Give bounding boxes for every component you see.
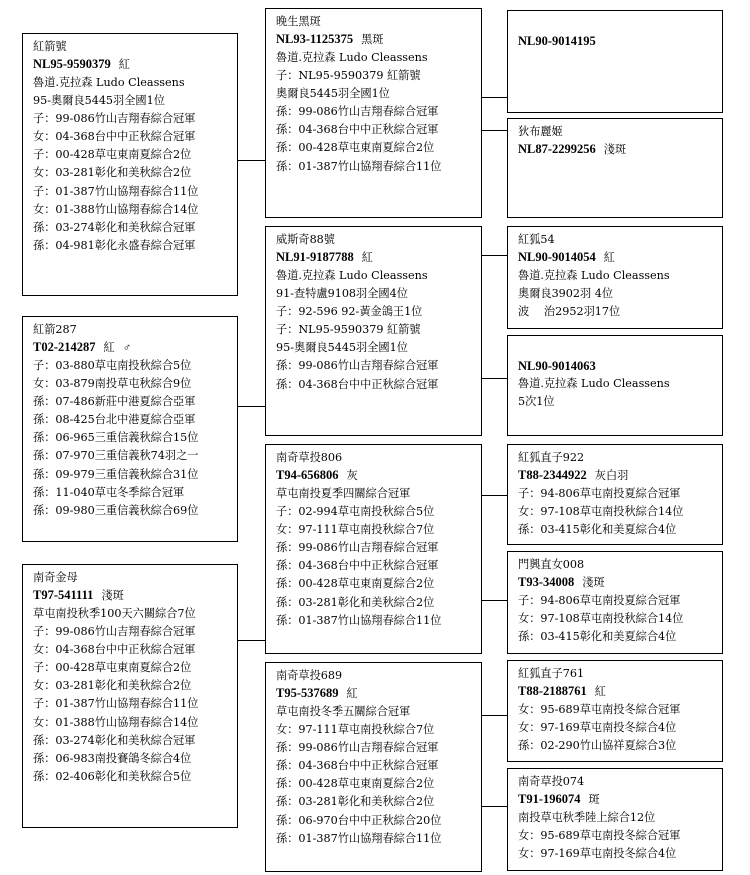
record-line: 91-查特盧9108羽全國4位: [276, 287, 408, 301]
record-line: 女：95-689草屯南投冬綜合冠軍: [518, 703, 681, 716]
record-line: 女：97-111草屯南投秋綜合7位: [276, 723, 435, 737]
record-line: 魯道.克拉森 Ludo Cleassens: [276, 51, 428, 64]
ring-row: [518, 683, 716, 701]
pigeon-card-gp2: [507, 118, 723, 218]
pigeon-name: 紅箭287: [33, 323, 77, 336]
pigeon-card-parent3: [265, 444, 482, 654]
pigeon-card-gp7: [507, 660, 723, 762]
record-line: 子：NL95-9590379 紅箭號: [276, 323, 421, 337]
record-line: 孫：03-415彰化和美夏綜合4位: [518, 630, 677, 644]
ring-row: [518, 249, 716, 267]
record-line: 子：00-428草屯東南夏綜合2位: [33, 148, 192, 162]
male-sex-icon: ♂: [122, 342, 132, 354]
record-line: 孫：00-428草屯東南夏綜合2位: [276, 577, 435, 591]
record-line: 孫：99-086竹山吉翔春綜合冠軍: [276, 541, 439, 555]
record-line: 子：01-387竹山協翔春綜合11位: [33, 184, 199, 198]
record-line: 女：01-388竹山協翔春綜合14位: [33, 715, 199, 729]
record-line: 草屯南投秋季100天六關綜合7位: [33, 607, 196, 620]
record-line: 孫：06-983南投賽鴿冬綜合4位: [33, 751, 192, 765]
ring-row: [518, 467, 716, 485]
record-line: 女：04-368台中中正秋綜合冠軍: [33, 643, 196, 657]
ring-row: [518, 791, 716, 809]
record-line: 95-奧爾良5445羽全國1位: [33, 94, 165, 108]
ring-row: [33, 339, 231, 357]
pigeon-card-subject1: [22, 33, 238, 296]
connector-line: [481, 255, 507, 256]
record-line: 孫：02-406彰化和美秋綜合5位: [33, 769, 192, 783]
record-line: 魯道.克拉森 Ludo Cleassens: [518, 269, 670, 282]
record-line: 孫：99-086竹山吉翔春綜合冠軍: [276, 105, 439, 119]
connector-line: [481, 806, 507, 807]
feather-color: 斑: [588, 794, 600, 806]
record-line: 魯道.克拉森 Ludo Cleassens: [518, 377, 670, 390]
record-line: 子：94-806草屯南投夏綜合冠軍: [518, 594, 681, 607]
record-line: 孫：08-425台北中港夏綜合亞軍: [33, 413, 196, 427]
record-line: 魯道.克拉森 Ludo Cleassens: [33, 76, 185, 89]
record-line: 女：97-111草屯南投秋綜合7位: [276, 523, 435, 537]
record-line: 子：94-806草屯南投夏綜合冠軍: [518, 487, 681, 500]
ring-number: NL90-9014195: [518, 34, 596, 48]
pigeon-name: 門興直女008: [518, 558, 585, 571]
pigeon-name: 狄布麗姬: [518, 125, 563, 138]
feather-color: 紅: [346, 688, 358, 700]
record-line: 女：03-281彰化和美秋綜合2位: [33, 679, 192, 693]
record-line: 女：01-388竹山協翔春綜合14位: [33, 202, 199, 216]
record-line: 魯道.克拉森 Ludo Cleassens: [276, 269, 428, 282]
ring-row: [518, 141, 716, 159]
feather-color: 灰白羽: [594, 470, 629, 482]
feather-color: 淺斑: [101, 590, 124, 602]
record-line: 女：03-879南投草屯秋綜合9位: [33, 377, 192, 391]
record-line: 孫：07-970三重信義秋74羽之一: [33, 449, 199, 463]
pigeon-card-parent4: [265, 662, 482, 872]
record-line: 孫：00-428草屯東南夏綜合2位: [276, 777, 435, 791]
record-line: 孫：99-086竹山吉翔春綜合冠軍: [276, 741, 439, 755]
connector-line: [237, 640, 265, 641]
record-line: 草屯南投冬季五關綜合冠軍: [276, 705, 411, 718]
ring-number: T88-2188761: [518, 684, 587, 698]
record-line: 子：92-596 92-黃金鴿王1位: [276, 305, 423, 319]
ring-number: T88-2344922: [518, 468, 587, 482]
record-line: 奧爾良5445羽全國1位: [276, 87, 390, 101]
connector-line: [481, 600, 507, 601]
record-line: 女：95-689草屯南投冬綜合冠軍: [518, 829, 681, 843]
record-line: 波 治2952羽17位: [518, 305, 621, 319]
feather-color: 紅: [118, 59, 130, 71]
pigeon-card-gp4: [507, 335, 723, 436]
connector-line: [237, 406, 265, 407]
ring-number: NL91-9187788: [276, 250, 354, 264]
record-line: 孫：99-086竹山吉翔春綜合冠軍: [276, 359, 439, 373]
pigeon-name: 南奇草投689: [276, 669, 343, 682]
pigeon-card-gp5: [507, 444, 723, 545]
record-line: 女：97-108草屯南投秋綜合14位: [518, 505, 684, 519]
ring-number: NL90-9014063: [518, 359, 596, 373]
pigeon-name: 紅狐直子761: [518, 667, 585, 680]
record-line: 女：97-169草屯南投冬綜合4位: [518, 721, 677, 735]
record-line: 孫：04-368台中中正秋綜合冠軍: [276, 759, 439, 773]
pigeon-name: 南奇草投806: [276, 451, 343, 464]
record-line: 孫：06-970台中中正秋綜合20位: [276, 813, 442, 827]
record-line: 孫：02-290竹山協祥夏綜合3位: [518, 739, 677, 753]
pigeon-name: 晚生黑斑: [276, 15, 321, 28]
record-line: 子：00-428草屯東南夏綜合2位: [33, 661, 192, 675]
feather-color: 紅: [103, 342, 115, 354]
record-line: 孫：09-980三重信義秋綜合69位: [33, 503, 199, 517]
record-line: 孫：03-281彰化和美秋綜合2位: [276, 595, 435, 609]
connector-line: [481, 378, 507, 379]
record-line: 孫：03-415彰化和美夏綜合4位: [518, 523, 677, 537]
feather-color: 淺斑: [603, 144, 627, 156]
connector-line: [237, 160, 265, 161]
pigeon-name: 紅狐54: [518, 233, 555, 246]
ring-row: [33, 587, 231, 605]
ring-number: T94-656806: [276, 468, 339, 482]
record-line: 孫：01-387竹山協翔春綜合11位: [276, 613, 442, 627]
record-line: 孫：03-274彰化和美秋綜合冠軍: [33, 220, 196, 234]
record-line: 奧爾良3902羽 4位: [518, 287, 614, 301]
feather-color: 紅: [361, 252, 373, 264]
pigeon-name: 南奇金母: [33, 571, 78, 584]
feather-color: 黑斑: [361, 34, 384, 46]
record-line: 女：04-368台中中正秋綜合冠軍: [33, 130, 196, 144]
record-line: 女：03-281彰化和美秋綜合2位: [33, 166, 192, 180]
pigeon-card-gp3: [507, 226, 723, 329]
pigeon-card-parent1: [265, 8, 482, 218]
record-line: 草屯南投夏季四關綜合冠軍: [276, 487, 411, 500]
record-line: 女：97-169草屯南投冬綜合4位: [518, 847, 677, 861]
pigeon-card-subject2: [22, 316, 238, 542]
record-line: 子：99-086竹山吉翔春綜合冠軍: [33, 112, 196, 126]
record-line: 孫：03-274彰化和美秋綜合冠軍: [33, 733, 196, 747]
record-line: 5次1位: [518, 395, 555, 409]
record-line: 孫：04-368台中中正秋綜合冠軍: [276, 377, 439, 391]
ring-row: [518, 574, 716, 592]
record-line: 孫：11-040草屯冬季綜合冠軍: [33, 485, 185, 499]
ring-row: [276, 467, 475, 485]
record-line: 95-奧爾良5445羽全國1位: [276, 341, 408, 355]
record-line: 子：03-880草屯南投秋綜合5位: [33, 359, 192, 372]
record-line: 子：NL95-9590379 紅箭號: [276, 69, 421, 83]
connector-line: [481, 715, 507, 716]
record-line: 子：99-086竹山吉翔春綜合冠軍: [33, 625, 196, 639]
pigeon-name: 威斯奇88號: [276, 233, 335, 246]
record-line: 子：01-387竹山協翔春綜合11位: [33, 697, 199, 711]
record-line: 子：02-994草屯南投秋綜合5位: [276, 505, 435, 519]
record-line: 孫：07-486新莊中港夏綜合亞軍: [33, 395, 196, 409]
record-line: 孫：04-368台中中正秋綜合冠軍: [276, 123, 439, 137]
record-line: 孫：01-387竹山協翔春綜合11位: [276, 831, 442, 845]
ring-number: T02-214287: [33, 340, 96, 354]
pigeon-name: 紅狐直子922: [518, 451, 585, 464]
ring-row: [276, 31, 475, 49]
ring-number: NL90-9014054: [518, 250, 596, 264]
connector-line: [481, 130, 507, 131]
record-line: 孫：01-387竹山協翔春綜合11位: [276, 159, 442, 173]
ring-number: T95-537689: [276, 686, 339, 700]
ring-row: [33, 56, 231, 74]
record-line: 孫：09-979三重信義秋綜合31位: [33, 467, 199, 481]
ring-number: NL93-1125375: [276, 32, 354, 46]
record-line: 孫：06-965三重信義秋綜合15位: [33, 431, 199, 445]
connector-line: [481, 495, 507, 496]
ring-row: [276, 685, 475, 703]
feather-color: 灰: [346, 470, 358, 482]
feather-color: 紅: [603, 252, 615, 264]
pigeon-card-gp6: [507, 551, 723, 654]
pigeon-name: 南奇草投074: [518, 775, 585, 788]
record-line: 南投草屯秋季陸上綜合12位: [518, 811, 656, 824]
ring-number: T91-196074: [518, 792, 581, 806]
ring-row: [276, 249, 475, 267]
pigeon-card-parent2: [265, 226, 482, 436]
ring-number: NL87-2299256: [518, 142, 596, 156]
feather-color: 淺斑: [582, 577, 605, 589]
record-line: 孫：03-281彰化和美秋綜合2位: [276, 795, 435, 809]
record-line: 女：97-108草屯南投秋綜合14位: [518, 612, 684, 626]
ring-number: T93-34008: [518, 575, 575, 589]
ring-number: NL95-9590379: [33, 57, 111, 71]
pigeon-card-subject3: [22, 564, 238, 828]
pigeon-name: 紅箭號: [33, 40, 67, 53]
ring-number: T97-541111: [33, 588, 94, 602]
pigeon-card-gp8: [507, 768, 723, 871]
record-line: 孫：04-368台中中正秋綜合冠軍: [276, 559, 439, 573]
record-line: 孫：00-428草屯東南夏綜合2位: [276, 141, 435, 155]
pigeon-card-gp1: [507, 10, 723, 113]
feather-color: 紅: [594, 686, 606, 698]
connector-line: [481, 97, 507, 98]
record-line: 孫：04-981彰化永盛春綜合冠軍: [33, 238, 196, 252]
